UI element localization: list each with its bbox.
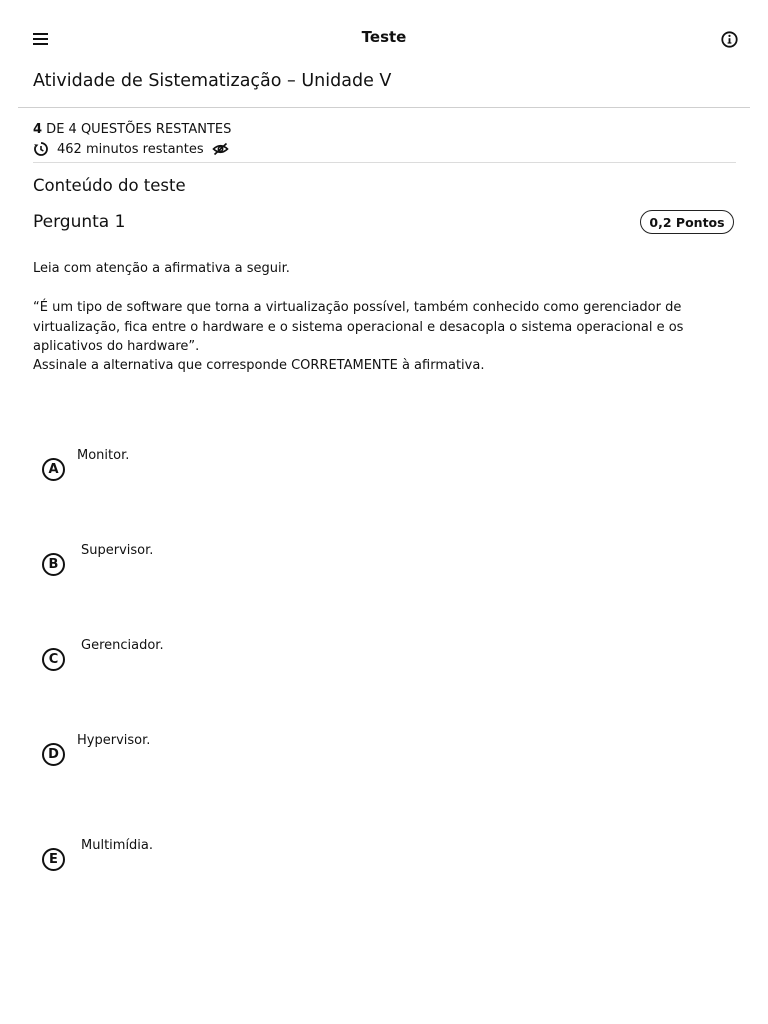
questions-remaining — [33, 122, 231, 137]
timer-text: 462 minutos restantes — [57, 141, 204, 157]
app-title: Teste — [361, 28, 407, 46]
remaining-count: 4 — [33, 122, 43, 137]
option-e[interactable] — [42, 838, 722, 888]
option-letter-e[interactable]: E — [42, 848, 65, 871]
status-divider — [33, 162, 736, 163]
option-b[interactable] — [42, 543, 722, 593]
timer-icon — [33, 141, 49, 157]
question-quote: “É um tipo de software que torna a virtualização possível, também conhecido como gerenciador de virtualização, fica entre o hardware e o sistema operacional e desacopla o sistema operacional e os aplicativos do hardware”. — [33, 300, 684, 354]
points-badge: 0,2 Pontos — [640, 210, 734, 234]
content-heading: Conteúdo do teste — [33, 176, 186, 195]
option-letter-c[interactable]: C — [42, 648, 65, 671]
option-letter-a[interactable]: A — [42, 458, 65, 481]
option-text-c[interactable]: Gerenciador. — [81, 638, 164, 653]
option-text-d[interactable]: Hypervisor. — [77, 733, 151, 748]
remaining-text: DE 4 QUESTÕES RESTANTES — [42, 122, 232, 137]
option-c[interactable] — [42, 638, 722, 688]
header-divider — [18, 107, 750, 108]
option-d[interactable] — [42, 733, 722, 783]
option-text-e[interactable]: Multimídia. — [81, 838, 154, 853]
option-text-a[interactable]: Monitor. — [77, 448, 130, 463]
top-bar — [0, 0, 768, 76]
question-title: Pergunta 1 — [33, 212, 126, 232]
option-text-b[interactable]: Supervisor. — [81, 543, 154, 558]
option-a[interactable] — [42, 448, 722, 498]
question-intro: Leia com atenção a afirmativa a seguir. — [33, 261, 290, 276]
option-letter-b[interactable]: B — [42, 553, 65, 576]
eye-off-icon[interactable] — [212, 141, 230, 157]
option-letter-d[interactable]: D — [42, 743, 65, 766]
activity-title: Atividade de Sistematização – Unidade V — [33, 71, 392, 91]
timer-row — [33, 140, 230, 158]
question-instruction: Assinale a alternativa que corresponde CORRETAMENTE à afirmativa. — [33, 358, 485, 373]
info-icon[interactable] — [715, 25, 743, 53]
